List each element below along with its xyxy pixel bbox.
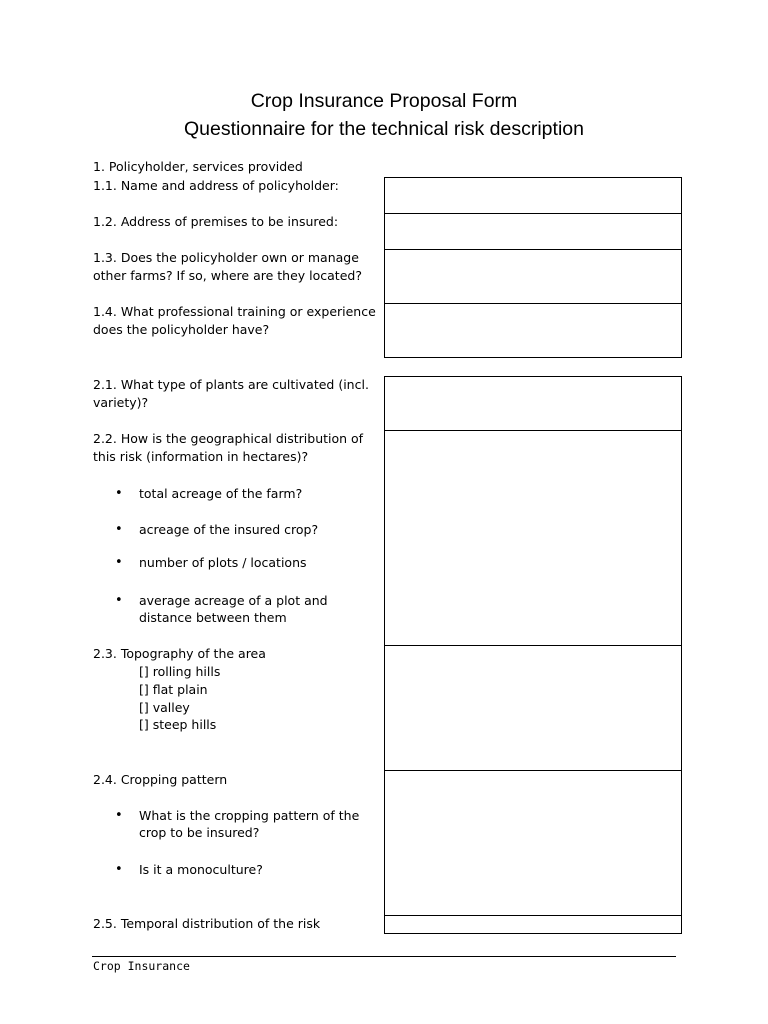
option-rolling-hills[interactable]: [] rolling hills — [139, 664, 221, 679]
footer-divider — [92, 956, 676, 957]
question-2-1: 2.1. What type of plants are cultivated (incl. variety)? — [93, 377, 369, 410]
bullet-total-acreage: • total acreage of the farm? — [139, 485, 379, 502]
answer-box-2-4[interactable] — [384, 770, 682, 916]
bullet-cropping-pattern: • What is the cropping pattern of the crop to be insured? — [139, 807, 379, 841]
option-valley[interactable]: [] valley — [139, 700, 190, 715]
question-2-4: 2.4. Cropping pattern — [93, 772, 228, 787]
section-1-heading: 1. Policyholder, services provided — [93, 159, 303, 174]
answer-box-1-2[interactable] — [384, 213, 682, 250]
form-subtitle: Questionnaire for the technical risk description — [184, 118, 584, 140]
answer-box-1-4[interactable] — [384, 303, 682, 358]
answer-box-2-3[interactable] — [384, 645, 682, 771]
bullet-insured-crop-acreage: • acreage of the insured crop? — [139, 521, 379, 538]
option-flat-plain[interactable]: [] flat plain — [139, 682, 208, 697]
bullet-average-plot-acreage: • average acreage of a plot and distance between them — [139, 592, 379, 626]
question-2-3: 2.3. Topography of the area — [93, 646, 266, 661]
answer-box-2-1[interactable] — [384, 376, 682, 431]
form-title: Crop Insurance Proposal Form — [250, 90, 518, 112]
option-steep-hills[interactable]: [] steep hills — [139, 717, 217, 732]
footer-text: Crop Insurance — [93, 959, 190, 973]
question-1-1: 1.1. Name and address of policyholder: — [93, 178, 339, 193]
answer-box-1-3[interactable] — [384, 249, 682, 304]
bullet-number-of-plots: • number of plots / locations — [139, 554, 379, 571]
bullet-monoculture: • Is it a monoculture? — [139, 861, 379, 878]
question-2-5: 2.5. Temporal distribution of the risk — [93, 916, 321, 931]
answer-box-2-5[interactable] — [384, 915, 682, 934]
question-1-3: 1.3. Does the policyholder own or manage other farms? If so, where are they located? — [93, 250, 362, 283]
answer-box-2-2[interactable] — [384, 430, 682, 646]
answer-box-1-1[interactable] — [384, 177, 682, 214]
question-2-2: 2.2. How is the geographical distribution of this risk (information in hectares)? — [93, 431, 364, 464]
question-1-4: 1.4. What professional training or experience does the policyholder have? — [93, 304, 376, 337]
question-1-2: 1.2. Address of premises to be insured: — [93, 214, 339, 229]
